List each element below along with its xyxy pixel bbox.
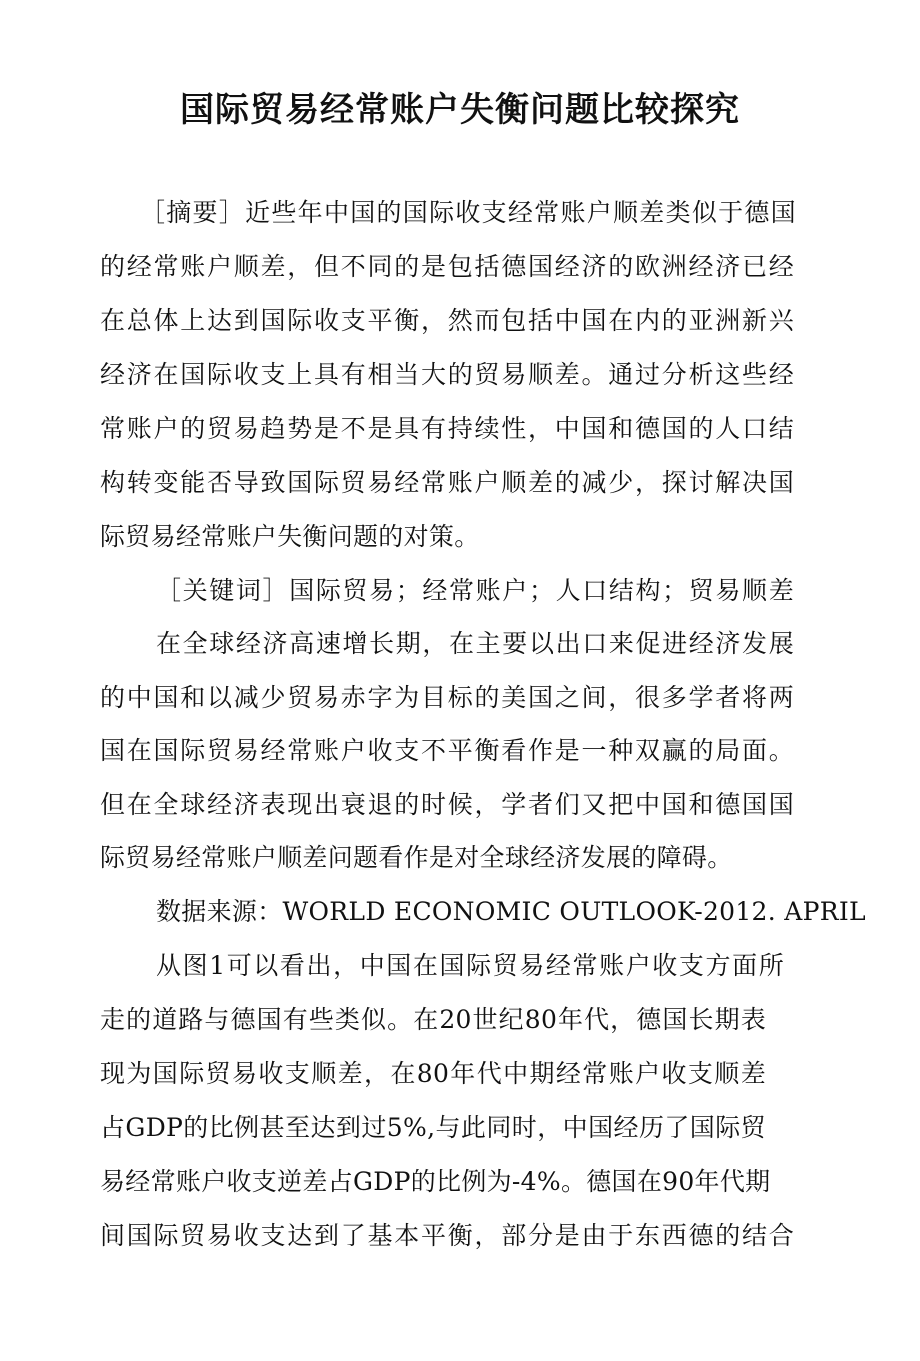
para2-line-4: 占GDP的比例甚至达到过5%,与此同时，中国经历了国际贸 bbox=[100, 1113, 766, 1142]
para2-line-1: 从图1可以看出，中国在国际贸易经常账户收支方面所 bbox=[156, 951, 784, 980]
para1-line-5: 际贸易经常账户顺差问题看作是对全球经济发展的障碍。 bbox=[100, 843, 733, 872]
para2-line-5: 易经常账户收支逆差占GDP的比例为-4%。德国在90年代期 bbox=[100, 1167, 771, 1196]
abstract-line-5: 常账户的贸易趋势是不是具有持续性，中国和德国的人口结 bbox=[100, 414, 794, 443]
abstract-line-6: 构转变能否导致国际贸易经常账户顺差的减少，探讨解决国 bbox=[100, 468, 794, 497]
abstract-line-2: 的经常账户顺差，但不同的是包括德国经济的欧洲经济已经 bbox=[100, 252, 794, 281]
abstract-line-7: 际贸易经常账户失衡问题的对策。 bbox=[100, 522, 480, 551]
para2-line-3: 现为国际贸易收支顺差，在80年代中期经常账户收支顺差 bbox=[100, 1059, 766, 1088]
para2-line-6: 间国际贸易收支达到了基本平衡，部分是由于东西德的结合 bbox=[100, 1221, 794, 1250]
keywords-line: ［关键词］国际贸易；经常账户；人口结构；贸易顺差 bbox=[156, 576, 794, 605]
abstract-line-4: 经济在国际收支上具有相当大的贸易顺差。通过分析这些经 bbox=[100, 360, 794, 389]
para1-line-2: 的中国和以减少贸易赤字为目标的美国之间，很多学者将两 bbox=[100, 683, 794, 712]
para2-line-2: 走的道路与德国有些类似。在20世纪80年代，德国长期表 bbox=[100, 1005, 766, 1034]
para1-line-1: 在全球经济高速增长期，在主要以出口来促进经济发展 bbox=[156, 629, 794, 658]
data-source-line: 数据来源：WORLD ECONOMIC OUTLOOK-2012. APRIL bbox=[156, 897, 866, 926]
abstract-line-1: ［摘要］近些年中国的国际收支经常账户顺差类似于德国 bbox=[140, 198, 796, 227]
abstract-line-3: 在总体上达到国际收支平衡，然而包括中国在内的亚洲新兴 bbox=[100, 306, 794, 335]
para1-line-3: 国在国际贸易经常账户收支不平衡看作是一种双赢的局面。 bbox=[100, 736, 794, 765]
document-title: 国际贸易经常账户失衡问题比较探究 bbox=[180, 90, 740, 130]
para1-line-4: 但在全球经济表现出衰退的时候，学者们又把中国和德国国 bbox=[100, 790, 794, 819]
